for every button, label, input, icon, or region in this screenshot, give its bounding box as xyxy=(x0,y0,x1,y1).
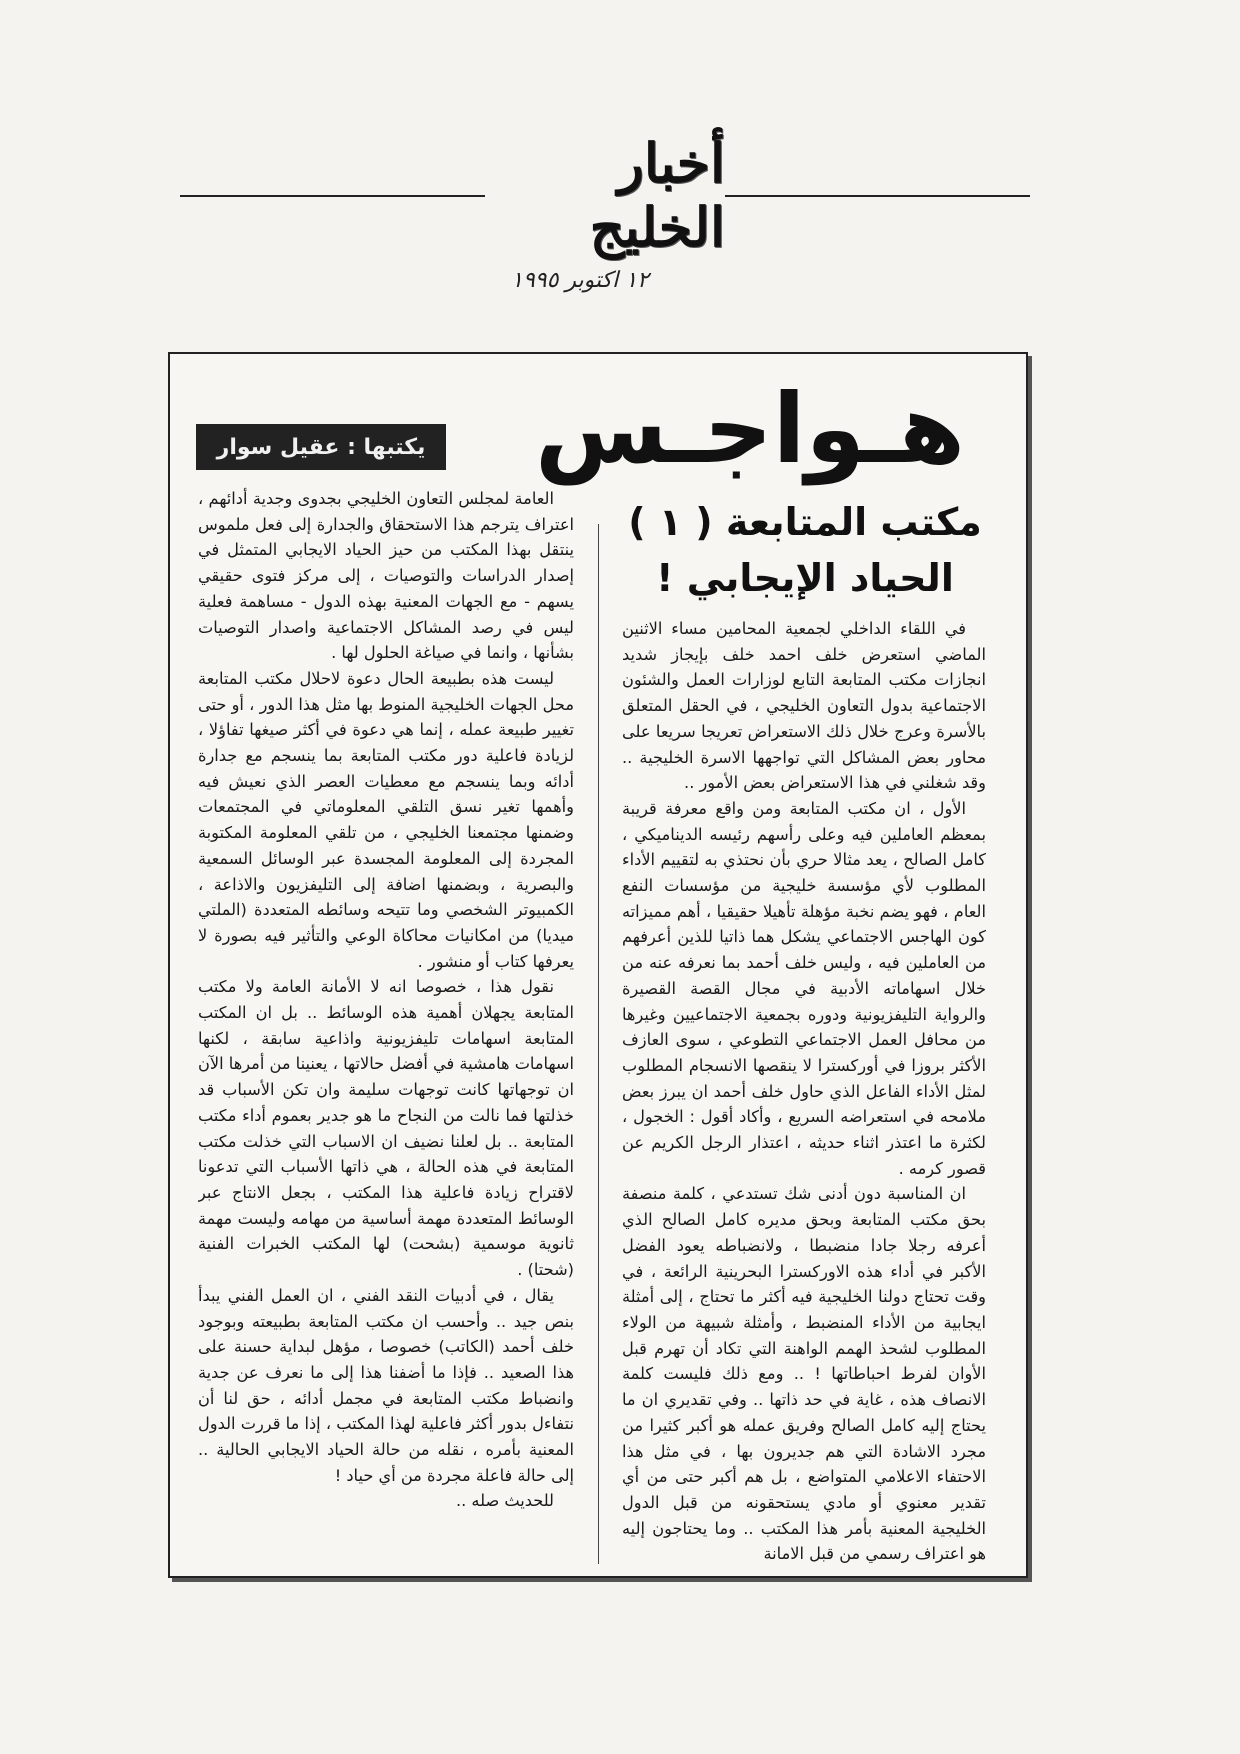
article-box xyxy=(168,352,1028,1578)
paragraph: يقال ، في أدبيات النقد الفني ، ان العمل الفني يبدأ بنص جيد .. وأحسب ان مكتب المتابعة بطبيعته وبوجود خلف أحمد (الكاتب) خصوصا ، مؤهل لبداية حسنة على هذا الصعيد .. فإذا ما أضفنا هذا إلى ما نعرف عن جدية وانضباط مكتب المتابعة في مجمل أدائه ، حق لنا أن نتفاءل بدور أكثر فاعلية لهذا المكتب ، إذا ما قررت الدول المعنية بأمره ، نقله من حالة الحياد الايجابي الحالية .. إلى حالة فاعلة مجردة من أي حياد ! xyxy=(198,1285,574,1485)
masthead-rule-right xyxy=(725,195,1030,197)
paragraph: العامة لمجلس التعاون الخليجي بجدوى وجدية أدائهم ، اعتراف يترجم هذا الاستحقاق والجدارة إلى فعل ملموس ينتقل بهذا المكتب من حيز الحياد الايجابي المتمثل في إصدار الدراسات والتوصيات ، إلى مركز فتوى حقيقي يسهم - مع الجهات المعنية بهذه الدول - مساهمة فعلية ليس في رصد المشاكل الاجتماعية واصدار التوصيات بشأنها ، وانما في صياغة الحلول لها . xyxy=(198,489,574,663)
paragraph: ان المناسبة دون أدنى شك تستدعي ، كلمة منصفة بحق مكتب المتابعة وبحق مديره كامل الصالح الذي أعرفه رجلا جادا منضبطا ، ولانضباطه يعود الفضل الأكبر في أداء هذه الاوركسترا البحرينية الرائعة ، في وقت تحتاج دولنا الخليجية فيه أكثر ما تحتاج ، إلى أمثلة ايجابية من الأداء المنضبط ، وأمثلة شبيهة من الولاء المطلوب لشحذ الهمم الواهنة التي تكاد أن تهرم قبل الأوان لفرط احباطاتها ! .. ومع ذلك فليست كلمة الانصاف هذه ، غاية في حد ذاتها .. وفي تقديري ان ما يحتاج إليه كامل الصالح وفريق عمله هو أكبر كثيرا من مجرد الاشادة التي هم جديرون بها ، في مثل هذا الاحتفاء الاعلامي المتواضع ، بل هم أكبر حتى من أي تقدير معنوي أو مادي يستحقونه من قبل الدول الخليجية المعنية بأمر هذا المكتب .. وما يحتاجون إليه هو اعتراف رسمي من قبل الامانة xyxy=(622,1184,986,1564)
paragraph: ليست هذه بطبيعة الحال دعوة لاحلال مكتب المتابعة محل الجهات الخليجية المنوط بها مثل هذا الدور ، أو حتى تغيير طبيعة عمله ، إنما هي دعوة في أكثر صيغها تفاؤلا ، لزيادة فاعلية دور مكتب المتابعة بما ينسجم مع جدارة أدائه وبما ينسجم مع معطيات العصر الذي نعيش فيه وأهمها تغير نسق التلقي المعلوماتي في المجتمعات وضمنها مجتمعنا الخليجي ، من تلقي المعلومة المكتوبة المجردة إلى المعلومة المجسدة عبر الوسائل السمعية والبصرية ، وبضمنها اضافة إلى التليفزيون والاذاعة ، الكمبيوتر الشخصي وما تتيحه وسائطه المتعددة (الملتي ميديا) من امكانيات محاكاة الوعي والتأثير فيه بصورة لا يعرفها كتاب أو منشور . xyxy=(198,668,574,971)
publication-date: ١٢ اكتوبر ١٩٩٥ xyxy=(511,268,649,293)
newspaper-name: أخبار الخليج xyxy=(589,131,725,259)
masthead-rule-left xyxy=(180,195,485,197)
paragraph: في اللقاء الداخلي لجمعية المحامين مساء الاثنين الماضي استعرض خلف احمد خلف بإيجاز شديد انجازات مكتب المتابعة التابع لوزارات العمل والشئون الاجتماعية بدول التعاون الخليجي ، في الحقل المتعلق بالأسرة وعرج خلال ذلك الاستعراض تعريجا سريعا على محاور بعض المشاكل التي تواجهها الاسرة الخليجية .. وقد شغلني في هذا الاستعراض بعض الأمور .. xyxy=(622,619,986,793)
byline: يكتبها : عقيل سوار xyxy=(196,424,446,470)
article-headline xyxy=(620,494,990,606)
column-title: هـواجـس xyxy=(534,373,966,485)
paragraph: نقول هذا ، خصوصا انه لا الأمانة العامة ولا مكتب المتابعة يجهلان أهمية هذه الوسائط .. بل ان المكتب المتابعة اسهامات تليفزيونية واذاعية سابقة ، لكنها اسهامات هامشية في أفضل حالاتها ، يعنينا من أمرها الآن ان توجهاتها كانت توجهات سليمة وان تكن الأسباب قد خذلتها فما نالت من النجاح ما هو جدير بعموم أداء مكتب المتابعة .. بل لعلنا نضيف ان الاسباب التي خذلت مكتب المتابعة في هذه الحالة ، هي ذاتها الأسباب التي تدعونا لاقتراح زيادة فاعلية هذا المكتب ، بجعل الانتاج عبر الوسائط المتعددة مهمة أساسية من مهامه وليست مهمة ثانوية موسمية (بشحت) لها المكتب الخبرات الفنية (شحتا) . xyxy=(198,977,574,1280)
masthead xyxy=(180,131,1030,259)
article-column-left xyxy=(198,486,574,1554)
paragraph: للحديث صله .. xyxy=(455,1491,554,1511)
article-column-right xyxy=(622,616,986,1564)
headline-line-1: مكتب المتابعة ( ١ ) xyxy=(628,500,982,544)
paragraph: الأول ، ان مكتب المتابعة ومن واقع معرفة قريبة بمعظم العاملين فيه وعلى رأسهم رئيسه الديناميكي ، كامل الصالح ، يعد مثالا حري بأن نحتذي به لتقييم الأداء المطلوب لأي مؤسسة خليجية من مؤسسات النفع العام ، فهو يضم نخبة مؤهلة تأهيلا حقيقيا ، أهم مميزاته كون الهاجس الاجتماعي يشكل هما ذاتيا للذين أعرفهم من العاملين فيه ، وليس خلف أحمد بما نعرفه عنه من خلال اسهاماته الأدبية في مجال القصة القصيرة والرواية التليفزيونية ودوره بجمعية الاجتماعيين وغيرها من محافل العمل الاجتماعي التطوعي ، سوى العازف الأكثر بروزا في أوركسترا لا ينقصها الانسجام المطلوب لمثل الأداء الفاعل الذي حاول خلف أحمد ان يبرز بعض ملامحه في استعراضه السريع ، وأكاد أقول : الخجول ، لكثرة ما اعتذر اثناء حديثه ، اعتذار الرجل الكريم عن قصور كرمه . xyxy=(622,798,986,1178)
headline-line-2: الحياد الإيجابي ! xyxy=(656,556,954,600)
column-divider xyxy=(598,524,599,1564)
